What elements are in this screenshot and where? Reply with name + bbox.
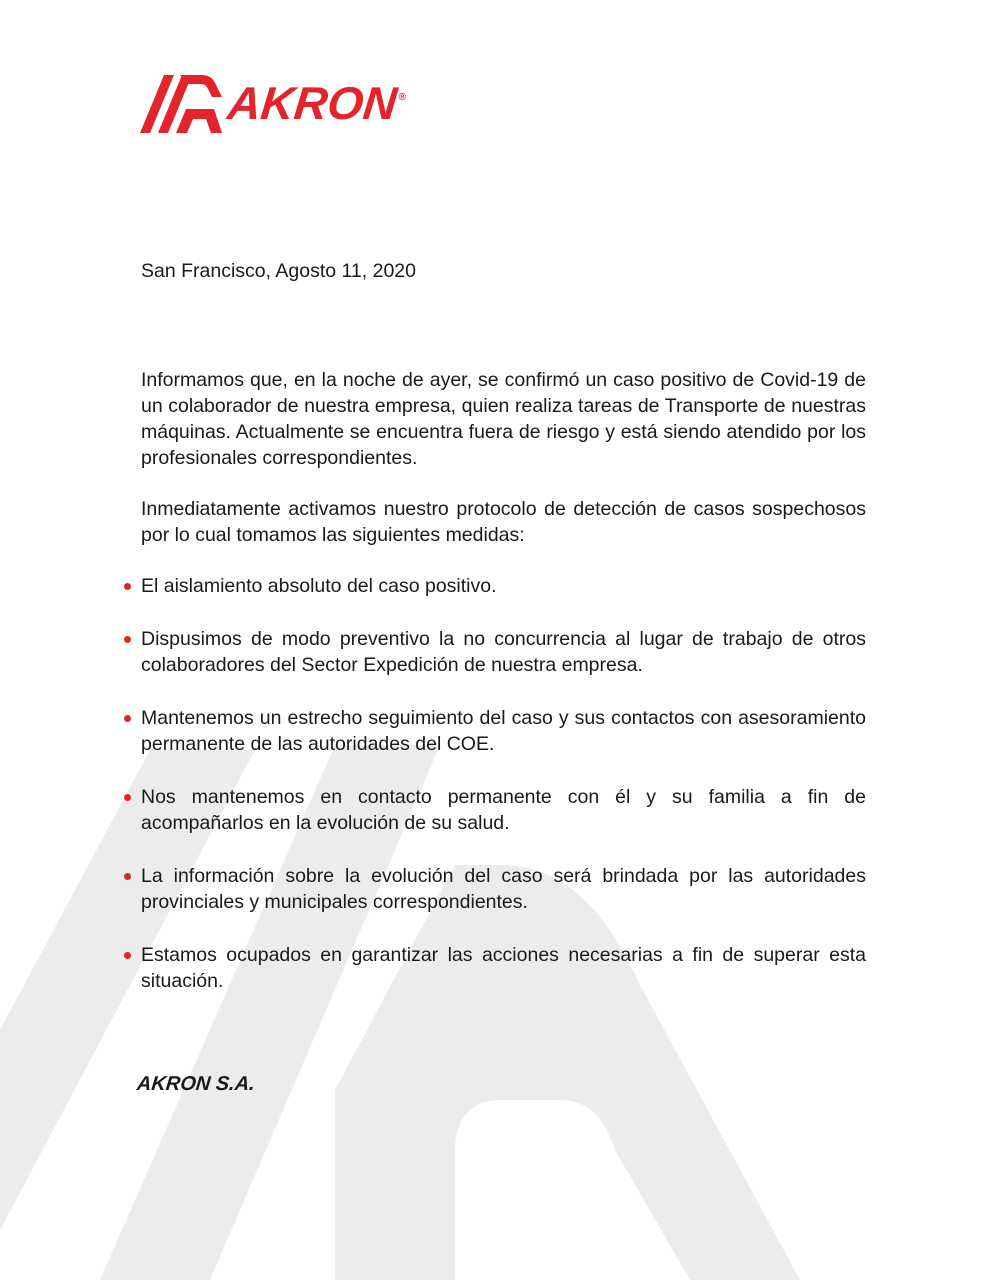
list-item (141, 784, 866, 836)
company-signature: AKRON S.A. (135, 1073, 257, 1095)
akron-logo (140, 72, 406, 134)
list-item (141, 705, 866, 757)
bullet-icon (124, 715, 131, 722)
list-item (141, 573, 866, 599)
measure-text: La información sobre la evolución del caso será brindada por las autoridades provinciales y municipales correspondientes. (141, 865, 866, 913)
measure-text: Nos mantenemos en contacto permanente con él y su familia a fin de acompañarlos en la evolución de su salud. (141, 786, 866, 834)
letter-body (141, 258, 866, 1021)
paragraph-announcement: Informamos que, en la noche de ayer, se confirmó un caso positivo de Covid-19 de un colaborador de nuestra empresa, quien realiza tareas de Transporte de nuestras máquinas. Actualmente se encuentra fuera de riesgo y está siendo atendido por los profesionales correspondientes. (141, 369, 866, 469)
bullet-icon (124, 952, 131, 959)
bullet-icon (124, 636, 131, 643)
list-item (141, 942, 866, 994)
measure-text: Dispusimos de modo preventivo la no concurrencia al lugar de trabajo de otros colaboradores del Sector Expedición de nuestra empresa. (141, 628, 866, 676)
list-item (141, 863, 866, 915)
letter-date: San Francisco, Agosto 11, 2020 (141, 260, 416, 282)
bullet-icon (124, 873, 131, 880)
list-item (141, 626, 866, 678)
bullet-icon (124, 583, 131, 590)
measure-text: El aislamiento absoluto del caso positivo. (141, 575, 497, 597)
registered-mark: ® (398, 92, 407, 103)
measure-text: Estamos ocupados en garantizar las acciones necesarias a fin de superar esta situación. (141, 944, 866, 992)
measures-list (141, 573, 866, 994)
paragraph-protocol: Inmediatamente activamos nuestro protocolo de detección de casos sospechosos por lo cual tomamos las siguientes medidas: (141, 498, 866, 546)
akron-slash-icon (140, 73, 222, 133)
bullet-icon (124, 794, 131, 801)
measure-text: Mantenemos un estrecho seguimiento del caso y sus contactos con asesoramiento permanente de las autoridades del COE. (141, 707, 866, 755)
logo-wordmark: AKRON (225, 77, 400, 129)
